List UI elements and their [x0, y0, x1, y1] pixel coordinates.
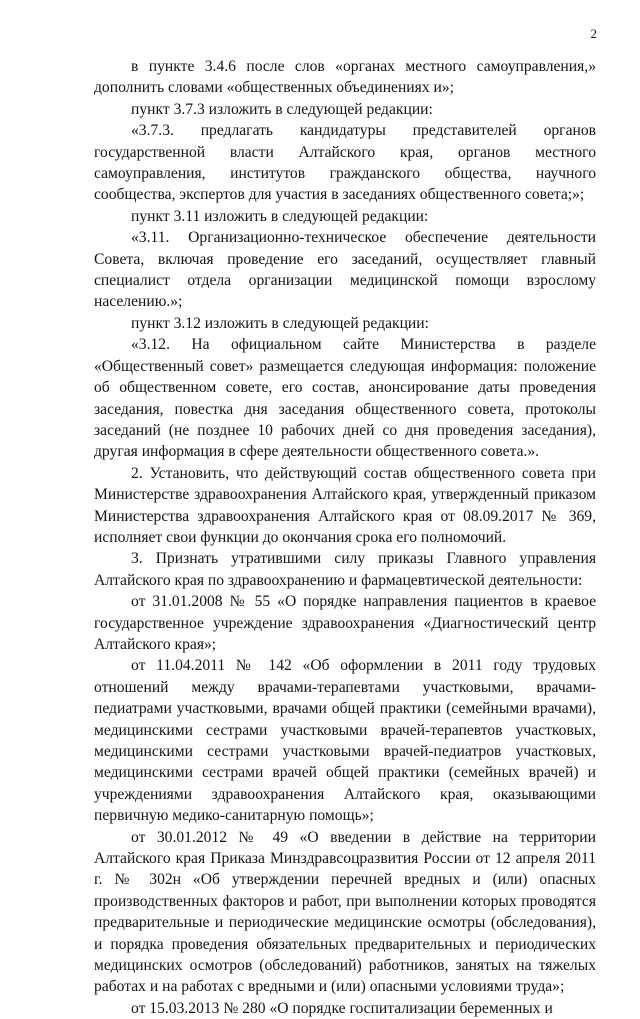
paragraph-amend-3-4-6: в пункте 3.4.6 после слов «органах местного самоуправления,» дополнить словами «общественных объединениях и»;: [94, 58, 596, 97]
paragraph-order-2011-142: от 11.04.2011 № 142 «Об оформлении в 2011 году трудовых отношений между врачами-терапевтами участковыми, врачами-педиатрами участковыми, врачами общей практики (семейными врачами), медицинскими сестрами участковыми врачей-терапевтов участковых, медицинскими сестрами участковыми врачей-педиатров участковых, медицинскими сестрами врачей общей практики (семейных врачей) и учреждениями здравоохранения Алтайского края, оказывающими первичную медико-санитарную помощь»;: [94, 657, 596, 825]
paragraph-clause-3-12-intro: пункт 3.12 изложить в следующей редакции:: [131, 314, 429, 332]
paragraph-item-3: 3. Признать утратившими силу приказы Главного управления Алтайского края по здравоохранению и фармацевтической деятельности:: [94, 550, 596, 589]
paragraph-item-2: 2. Установить, что действующий состав общественного совета при Министерстве здравоохранения Алтайского края, утвержденный приказом Министерства здравоохранения Алтайского края от 08.09.2017 № 369, исполняет свои функции до окончания срока его полномочий.: [94, 464, 596, 546]
paragraph-clause-3-12-text: «3.12. На официальном сайте Министерства в разделе «Общественный совет» размещается следующая информация: положение об общественном совете, его состав, анонсирование даты проведения заседания, повестка дня заседания общественного совета, протоколы заседаний (не позднее 10 рабочих дней со дня проведения заседания), другая информация в сфере деятельности общественного совета.».: [94, 336, 596, 461]
paragraph-clause-3-11-text: «3.11. Организационно-техническое обеспечение деятельности Совета, включая проведение его заседаний, осуществляет главный специалист отдела организации медицинской помощи взрослому населению.»;: [94, 229, 596, 311]
paragraph-order-2012-49: от 30.01.2012 № 49 «О введении в действие на территории Алтайского края Приказа Минздравсоцразвития России от 12 апреля 2011 г. № 302н «Об утверждении перечней вредных и (или) опасных производственных факторов и работ, при выполнении которых проводятся предварительные и периодические медицинские осмотры (обследования), и порядка проведения обязательных предварительных и периодических медицинских осмотров (обследований) работников, занятых на тяжелых работах и на работах с вредными и (или) опасными условиями труда»;: [94, 828, 596, 996]
page-number: 2: [590, 26, 597, 41]
paragraph-order-2008-55: от 31.01.2008 № 55 «О порядке направления пациентов в краевое государственное учреждение здравоохранения «Диагностический центр Алтайского края»;: [94, 593, 596, 653]
paragraph-order-2013-280: от 15.03.2013 № 280 «О порядке госпитализации беременных и: [131, 999, 553, 1017]
paragraph-clause-3-11-intro: пункт 3.11 изложить в следующей редакции:: [131, 207, 429, 225]
paragraph-clause-3-7-3-intro: пункт 3.7.3 изложить в следующей редакции:: [131, 100, 433, 118]
paragraph-clause-3-7-3-text: «3.7.3. предлагать кандидатуры представителей органов государственной власти Алтайского края, органов местного самоуправления, институтов гражданского общества, научного сообщества, экспертов для участия в заседаниях общественного совета;»;: [94, 122, 596, 204]
document-body: [94, 56, 596, 1019]
